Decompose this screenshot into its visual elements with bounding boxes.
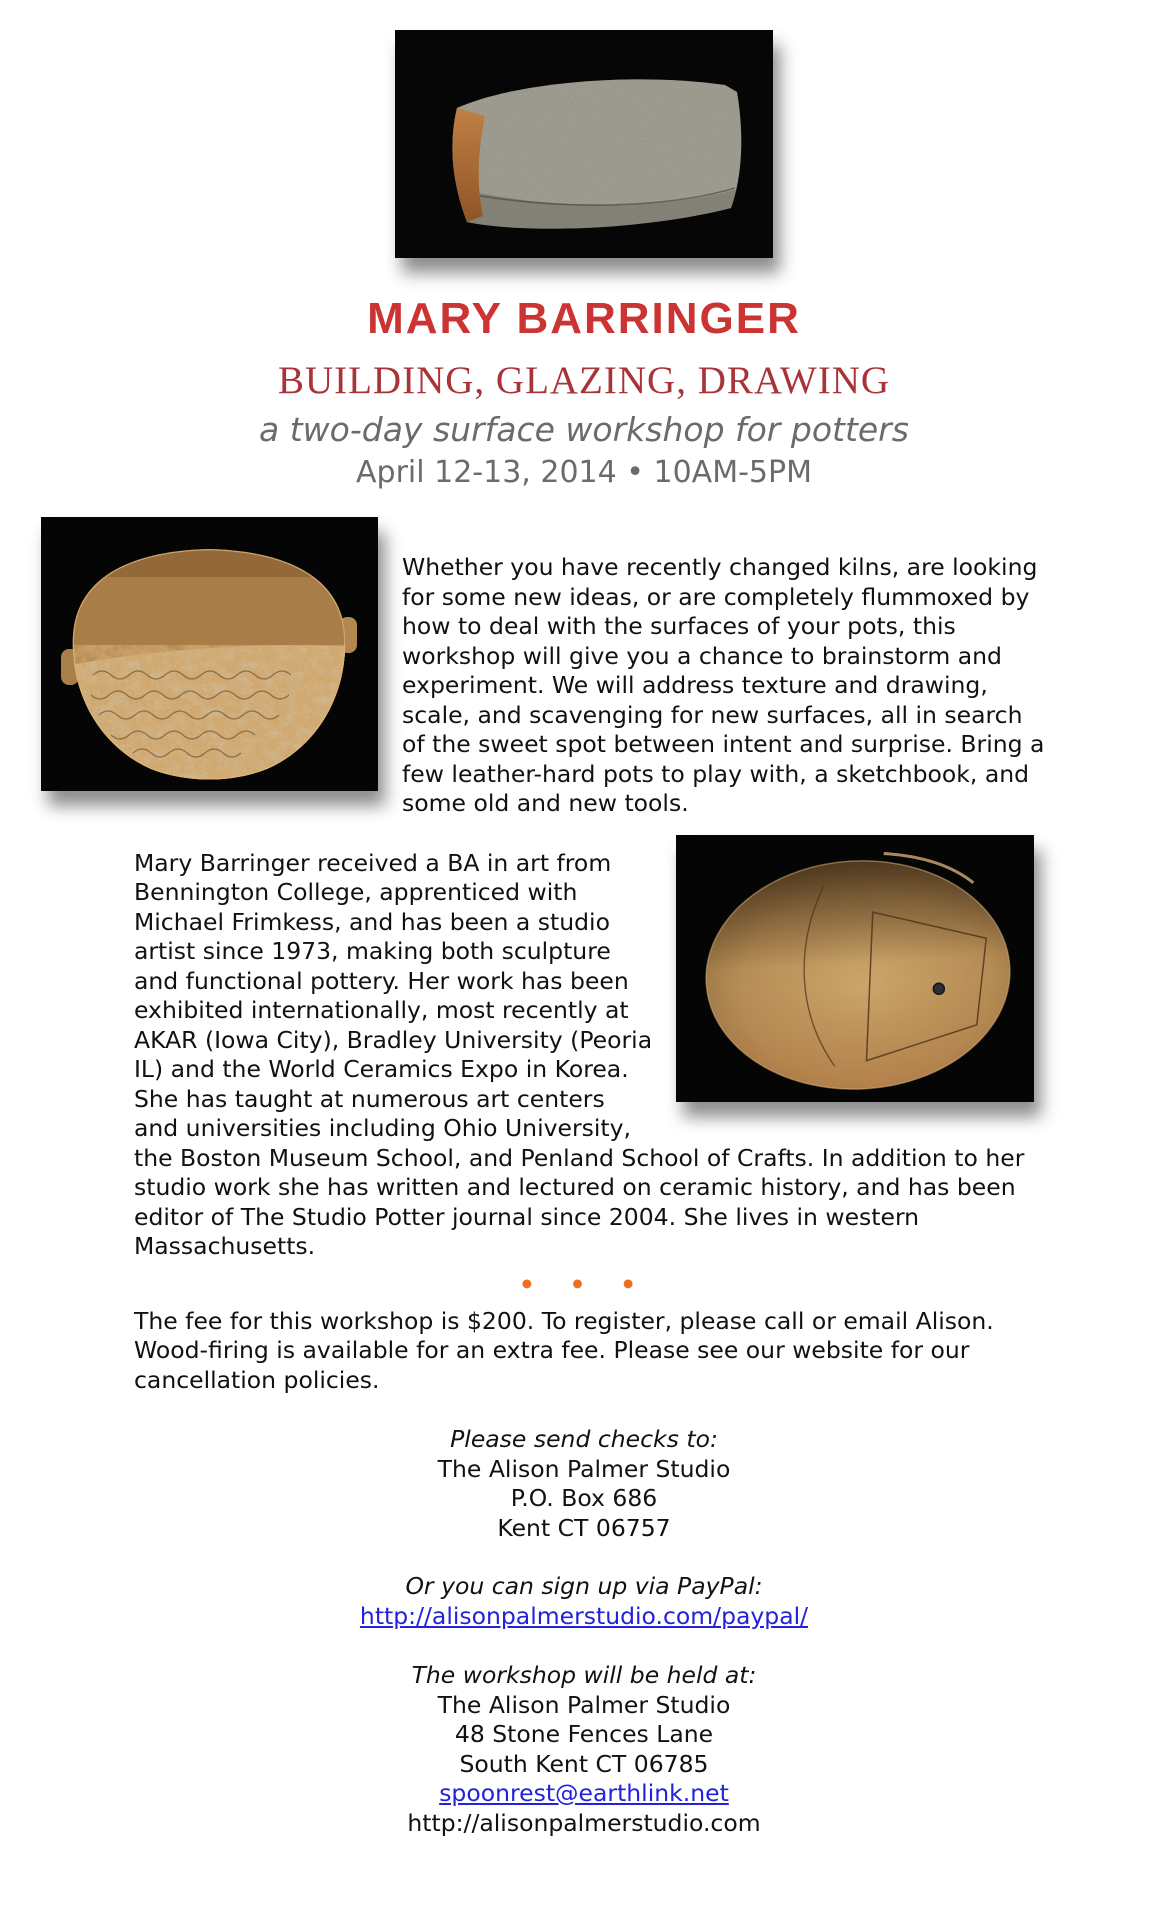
checks-section xyxy=(0,1425,1168,1543)
venue-email-link[interactable]: spoonrest@earthlink.net xyxy=(439,1779,729,1807)
page-subtitle: BUILDING, GLAZING, DRAWING xyxy=(277,359,891,402)
venue-studio-name: The Alison Palmer Studio xyxy=(437,1690,731,1719)
venue-heading: The workshop will be held at: xyxy=(411,1661,757,1689)
venue-city: South Kent CT 06785 xyxy=(459,1749,709,1778)
top-platter-illustration xyxy=(395,30,773,258)
paypal-section xyxy=(0,1572,1168,1631)
paypal-heading: Or you can sign up via PayPal: xyxy=(405,1572,763,1600)
square-plate-photo xyxy=(41,517,378,791)
intro-section xyxy=(0,517,1168,819)
checks-heading: Please send checks to: xyxy=(450,1425,718,1453)
workshop-dates: April 12-13, 2014 • 10AM-5PM xyxy=(356,455,812,490)
square-plate-illustration xyxy=(41,517,378,791)
page-title: MARY BARRINGER xyxy=(367,294,801,343)
paypal-link[interactable]: http://alisonpalmerstudio.com/paypal/ xyxy=(359,1601,809,1630)
venue-street: 48 Stone Fences Lane xyxy=(454,1720,714,1748)
checks-studio-name: The Alison Palmer Studio xyxy=(437,1454,731,1483)
oval-plate-illustration xyxy=(676,835,1034,1102)
venue-section xyxy=(0,1661,1168,1838)
workshop-tagline: a two-day surface workshop for potters xyxy=(259,410,909,449)
top-platter-photo xyxy=(395,30,773,258)
checks-po-box: P.O. Box 686 xyxy=(510,1484,658,1512)
fee-paragraph: The fee for this workshop is $200. To register, please call or email Alison. Wood-firing is available for an extra fee. Please see our website for our cancellation policies. xyxy=(134,1306,994,1394)
dots-separator: • • • xyxy=(518,1269,650,1299)
checks-city: Kent CT 06757 xyxy=(497,1513,671,1542)
bio-section xyxy=(134,849,1034,1262)
venue-website: http://alisonpalmerstudio.com xyxy=(407,1808,761,1837)
fee-section xyxy=(134,1307,1034,1396)
intro-paragraph-wrap xyxy=(402,553,1050,819)
oval-plate-photo xyxy=(676,835,1034,1102)
bio-paragraph: Mary Barringer received a BA in art from Bennington College, apprenticed with Michael Frimkess, and has been a studio artist since 1973, making both sculpture and functional pottery. Her work has been exhibited internationally, most recently at AKAR (Iowa City), Bradley University (Peoria IL) and the World Ceramics Expo in Korea. She has taught at numerous art centers and universities including Ohio University, the Boston Museum School, and Penland School of Crafts. In addition to her studio work she has written and lectured on ceramic history, and has been editor of The Studio Potter journal since 2004. She lives in western Massachusetts. xyxy=(134,848,1025,1260)
intro-paragraph: Whether you have recently changed kilns, are looking for some new ideas, or are completely flummoxed by how to deal with the surfaces of your pots, this workshop will give you a chance to brainstorm and experiment. We will address texture and drawing, scale, and scavenging for new surfaces, all in search of the sweet spot between intent and surprise. Bring a few leather-hard pots to play with, a sketchbook, and some old and new tools. xyxy=(402,553,1045,817)
